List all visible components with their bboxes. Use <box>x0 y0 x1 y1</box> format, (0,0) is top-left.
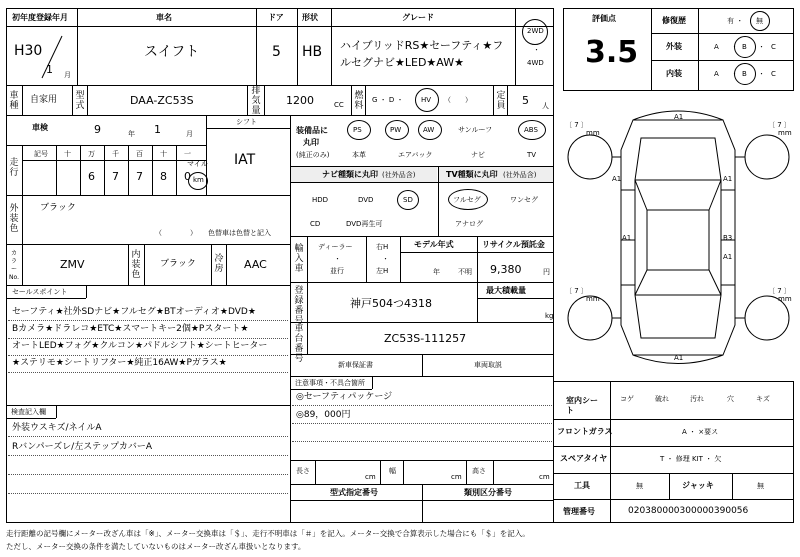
drive-4wd: 4WD <box>527 59 544 67</box>
rule <box>128 244 129 285</box>
equip-pw: PW <box>390 126 402 134</box>
exterior-color: ブラック <box>40 203 76 213</box>
inspection-year: 9 <box>94 123 101 136</box>
capacity-label: 定員 <box>496 91 506 111</box>
fuel-label: 燃料 <box>354 91 364 111</box>
navi-title: ナビ種類に丸印 <box>322 170 378 179</box>
body-shape: HB <box>302 44 323 60</box>
ext-grade-b: B <box>742 43 747 51</box>
import-dealer: ディーラー <box>318 243 353 251</box>
rule <box>87 85 88 115</box>
rule <box>507 85 508 115</box>
tv-oneseg: ワンセグ <box>510 196 538 204</box>
rule <box>651 60 794 61</box>
inspection-label: 車検 <box>32 123 48 132</box>
capacity-unit: 人 <box>542 102 549 110</box>
rule <box>553 446 794 447</box>
rule <box>8 474 288 475</box>
notes-title: 注意事項・不具合箇所 <box>295 379 365 387</box>
digit-header: 一 <box>184 150 191 158</box>
interior-color-label: 内装色 <box>131 250 141 280</box>
shape-header: 形状 <box>302 13 318 22</box>
rule <box>6 244 290 245</box>
digit-header: 十 <box>160 150 167 158</box>
mileage-digit: 7 <box>112 170 119 183</box>
rule <box>8 493 288 494</box>
int-grade-c: C <box>771 70 776 78</box>
aircon: AAC <box>244 258 267 271</box>
rule <box>56 145 57 195</box>
rule <box>315 460 316 484</box>
rule <box>297 8 298 85</box>
fuel-paren: （ ） <box>444 96 472 104</box>
ext-grade-a: A <box>714 43 719 51</box>
rule <box>698 8 699 91</box>
grade-dot: ・ <box>758 70 765 78</box>
rule <box>86 285 87 298</box>
class-number-label: 類別区分番号 <box>464 488 512 497</box>
capacity: 5 <box>522 94 529 107</box>
navi-dvd: DVD <box>358 196 374 204</box>
repair-history-label: 修復歴 <box>662 16 686 25</box>
aircon-label: 冷房 <box>214 254 224 274</box>
spare-tire-label: スペアタイヤ <box>560 454 608 463</box>
recycle-fee: 9,380 <box>490 263 522 276</box>
repair-none: 無 <box>756 17 763 25</box>
mm-unit: mm <box>778 129 792 137</box>
grade-line-2: ルセグナビ★LED★AW★ <box>340 56 464 69</box>
equip-airbag: エアバック <box>398 151 433 159</box>
tv-sub: (社外品含) <box>503 171 537 179</box>
equip-abs: ABS <box>524 126 538 134</box>
car-type-label: 車種 <box>9 91 19 111</box>
grade-header: グレード <box>402 13 434 22</box>
color-number: ZMV <box>60 258 85 271</box>
mileage-digit: 8 <box>160 170 167 183</box>
rule <box>211 244 212 285</box>
rule <box>8 436 288 437</box>
import-parallel: 並行 <box>330 267 344 275</box>
rule <box>400 252 554 253</box>
windshield-label: フロントガラス <box>557 427 613 436</box>
seat-option: 穴 <box>727 395 734 403</box>
tv-fullseg: フルセグ <box>453 196 481 204</box>
digit-header: 万 <box>88 150 95 158</box>
inspection-month: 1 <box>154 123 161 136</box>
displacement-label: 排気量 <box>251 86 261 116</box>
equip-sunroof: サンルーフ <box>458 126 493 134</box>
rule <box>493 85 494 115</box>
rule <box>515 8 516 85</box>
mileage-label: 走行 <box>9 158 19 178</box>
registration-label: 登録番号 <box>294 286 304 326</box>
damage-code: B3 <box>723 234 733 242</box>
seat-option: 破れ <box>655 395 669 403</box>
rule <box>206 128 290 129</box>
rule <box>403 460 404 484</box>
rule <box>292 441 552 442</box>
model-label: 型式 <box>75 91 85 111</box>
tire-tread-bracket: 〔 7 〕 <box>768 121 791 129</box>
digit-header: 千 <box>112 150 119 158</box>
interior-label: 内装 <box>666 69 682 78</box>
rule <box>247 85 248 115</box>
width-label: 幅 <box>389 467 396 475</box>
recycle-header: リサイクル預託金 <box>482 240 545 249</box>
inspection-notes-title: 検査記入欄 <box>11 408 46 416</box>
first-reg-year: H30 <box>14 43 43 59</box>
rule <box>22 244 23 285</box>
tools-label: 工具 <box>574 481 590 490</box>
eval-score: 3.5 <box>585 35 639 70</box>
door-header: ドア <box>268 13 284 22</box>
rule <box>651 8 652 91</box>
equip-label: 丸印 <box>303 138 319 147</box>
footer-note: ただし、メーター交換の条件を満たしていないものはメーター改ざん車扱いとなります。 <box>6 542 306 551</box>
model-code: DAA-ZC53S <box>130 94 194 107</box>
seat-option: コゲ <box>620 395 634 403</box>
rule <box>144 244 145 285</box>
equip-tv: TV <box>527 151 537 159</box>
navi-sd: SD <box>403 196 413 204</box>
rule <box>6 85 554 86</box>
damage-code: A1 <box>674 354 684 362</box>
colorno-label: カラーNo. <box>9 250 19 281</box>
rule <box>56 405 57 418</box>
note-line: ◎セーフティパッケージ <box>296 392 393 402</box>
rule <box>351 85 352 115</box>
rule <box>6 298 86 299</box>
car-name: スイフト <box>144 44 200 60</box>
month-unit: 月 <box>64 71 71 79</box>
rule <box>104 145 105 195</box>
sales-point-line: ★ステリモ★シートリフター★純正16AW★Pガラス★ <box>12 358 227 368</box>
rule <box>669 473 670 499</box>
equip-ps: PS <box>353 126 362 134</box>
repair-options: 有 ・ <box>727 17 744 25</box>
rule <box>331 8 332 85</box>
spare-tire-options: T ・ 修理 KIT ・ 欠 <box>660 455 722 463</box>
import-label: 輸入車 <box>294 244 304 274</box>
grade-line-1: ハイブリッドRS★セーフティ★フ <box>340 39 504 52</box>
navi-sub: (社外品含) <box>382 171 416 179</box>
damage-code: A1 <box>723 175 733 183</box>
chassis-label: 車台番号 <box>294 324 304 364</box>
tire-tread-bracket: 〔 7 〕 <box>565 121 588 129</box>
import-left-h: 左H <box>376 267 389 275</box>
drive-2wd: 2WD <box>527 27 544 35</box>
tools-value: 無 <box>636 482 643 490</box>
rule <box>553 473 794 474</box>
digit-header: 十 <box>64 150 71 158</box>
rule <box>176 145 177 195</box>
navi-hdd: HDD <box>312 196 329 204</box>
jack-value: 無 <box>757 482 764 490</box>
mile-label: マイル <box>187 160 208 168</box>
grade-dot: ・ <box>758 43 765 51</box>
rule <box>77 8 78 85</box>
rule <box>6 405 290 406</box>
mileage-digit: 7 <box>136 170 143 183</box>
import-dot: ・ <box>382 255 389 263</box>
rule <box>8 355 288 356</box>
rule <box>8 455 288 456</box>
rule <box>290 389 372 390</box>
cm-unit: cm <box>451 473 462 481</box>
inspection-note-line: Rバンパーズレ/左ステップカバーA <box>12 442 153 452</box>
damage-code: A1 <box>622 234 632 242</box>
equip-navi: ナビ <box>471 151 485 159</box>
score-label: 評価点 <box>592 14 616 23</box>
rule <box>290 376 554 377</box>
rule <box>466 460 467 484</box>
seat-option: 汚れ <box>690 395 704 403</box>
mm-unit: mm <box>586 295 600 303</box>
shift-header: シフト <box>236 118 257 126</box>
rule <box>422 354 423 376</box>
rule <box>553 419 794 420</box>
rule <box>553 499 794 500</box>
rule <box>6 115 554 116</box>
manual-label: 車両取説 <box>474 361 502 369</box>
rule <box>8 372 288 373</box>
equip-label: (純正のみ) <box>296 151 330 159</box>
color-note: 色替車は色替と記入 <box>208 229 271 237</box>
model-year-unknown: 不明 <box>458 268 472 276</box>
first-reg-month: 1 <box>46 63 53 76</box>
mileage-digit: 6 <box>88 170 95 183</box>
interior-color: ブラック <box>160 259 196 269</box>
rule <box>292 423 552 424</box>
km-label: km <box>193 176 204 184</box>
rule <box>366 236 367 282</box>
rule <box>290 500 554 501</box>
max-load-header: 最大積載量 <box>486 286 526 295</box>
rule <box>290 182 554 183</box>
warranty-label: 新車保証書 <box>338 361 373 369</box>
cm-unit: cm <box>539 473 550 481</box>
rule <box>292 405 552 406</box>
rule <box>22 195 23 244</box>
chassis-number: ZC53S-111257 <box>384 332 467 345</box>
seat-option: キズ <box>756 395 770 403</box>
rule <box>307 236 308 282</box>
mileage-kigo: 記号 <box>34 150 48 158</box>
sales-point-line: Bカメラ★ドラレコ★ETC★スマートキー2個★Pスタート★ <box>12 324 249 334</box>
rule <box>372 376 373 389</box>
length-label: 長さ <box>296 467 310 475</box>
rule <box>732 473 733 499</box>
windshield-options: A ・ ×要ス <box>682 428 719 436</box>
rule <box>422 484 423 523</box>
sales-point-line: セーフティ★社外SDナビ★フルセグ★BTオーディオ★DVD★ <box>12 307 256 317</box>
tv-analog: アナログ <box>455 220 483 228</box>
navi-cd: CD <box>310 220 321 228</box>
yen-unit: 円 <box>543 268 550 276</box>
registration-number: 神戸504つ4318 <box>350 297 432 310</box>
mm-unit: mm <box>586 129 600 137</box>
rule <box>22 160 206 161</box>
color-paren: （ ） <box>155 229 197 237</box>
int-grade-b: B <box>742 70 747 78</box>
equip-leather: 本革 <box>352 151 366 159</box>
rule <box>6 285 290 286</box>
mgmt-number-label: 管理番号 <box>563 507 595 516</box>
displacement: 1200 <box>286 94 314 107</box>
inspection-month-unit: 月 <box>186 130 193 138</box>
mileage-digit: 0 <box>184 170 191 183</box>
mgmt-number: 020380000300000390056 <box>628 506 749 516</box>
equip-label: 装備品に <box>296 126 328 135</box>
fuel-hv: HV <box>421 96 432 104</box>
inspection-note-line: 外装ウスキズ/ネイルA <box>12 423 102 433</box>
rule <box>6 26 554 27</box>
digit-header: 百 <box>136 150 143 158</box>
inspection-year-unit: 年 <box>128 130 135 138</box>
rule <box>290 282 554 283</box>
rule <box>365 85 366 115</box>
footer-note: 走行距離の記号欄にメーター改ざん車は「※」、メーター交換車は「＄」、走行不明車は「＃」を記入。メーター交換で合算表示した場合にも「＄」を記入。 <box>6 529 530 538</box>
ext-grade-c: C <box>771 43 776 51</box>
rule <box>226 244 227 285</box>
kg-unit: kg <box>545 312 554 320</box>
rule <box>6 418 56 419</box>
rule <box>6 195 290 196</box>
grade-dot: ・ <box>731 70 738 78</box>
damage-code: A1 <box>723 253 733 261</box>
rule <box>400 236 401 282</box>
tire-tread-bracket: 〔 7 〕 <box>768 287 791 295</box>
seat-label: 室内シート <box>566 396 598 415</box>
navi-dvd-play: DVD再生可 <box>346 220 383 228</box>
int-grade-a: A <box>714 70 719 78</box>
rule <box>290 236 554 237</box>
model-year-unit: 年 <box>433 268 440 276</box>
car-type: 自家用 <box>30 95 58 105</box>
note-line: ◎89，000円 <box>296 410 351 420</box>
rule <box>290 460 554 461</box>
rule <box>22 85 23 115</box>
rule <box>477 236 478 322</box>
tire-tread-bracket: 〔 7 〕 <box>565 287 588 295</box>
height-label: 高さ <box>472 467 486 475</box>
door-count: 5 <box>272 44 281 60</box>
cm-unit: cm <box>365 473 376 481</box>
model-year-header: モデル年式 <box>414 240 454 249</box>
rule <box>8 320 288 321</box>
tv-title: TV種類に丸印 <box>446 170 498 179</box>
rule <box>256 8 257 85</box>
mm-unit: mm <box>778 295 792 303</box>
cc-unit: CC <box>334 101 344 109</box>
rule <box>152 145 153 195</box>
equip-aw: AW <box>423 126 435 134</box>
shift-value: IAT <box>234 152 256 168</box>
rule <box>290 322 554 323</box>
rule <box>477 298 554 299</box>
rule <box>493 460 494 484</box>
grade-dot: ・ <box>731 43 738 51</box>
sales-points-title: セールスポイント <box>12 288 68 296</box>
rule <box>72 85 73 115</box>
rule <box>380 460 381 484</box>
import-right-h: 右H <box>376 243 389 251</box>
damage-code: A1 <box>612 175 622 183</box>
rule <box>8 338 288 339</box>
damage-code: A1 <box>674 113 684 121</box>
year-header: 初年度登録年月 <box>12 13 68 22</box>
exterior-label: 外装 <box>666 42 682 51</box>
rule <box>307 282 308 354</box>
exterior-color-label: 外装色 <box>9 204 19 234</box>
drive-dot: ・ <box>533 46 540 54</box>
car-damage-diagram <box>563 100 794 375</box>
import-dot: ・ <box>334 255 341 263</box>
fuel-options: G ・ D ・ <box>372 96 404 104</box>
rule <box>80 145 81 195</box>
rule <box>128 145 129 195</box>
jack-label: ジャッキ <box>682 481 714 490</box>
rule <box>22 145 23 195</box>
rule <box>651 33 794 34</box>
sales-point-line: オートLED★フォグ★クルコン★パドルシフト★シートヒーター <box>12 341 268 351</box>
name-header: 車名 <box>156 13 172 22</box>
type-designation-label: 型式指定番号 <box>330 488 378 497</box>
rule <box>264 85 265 115</box>
rule <box>610 381 611 523</box>
